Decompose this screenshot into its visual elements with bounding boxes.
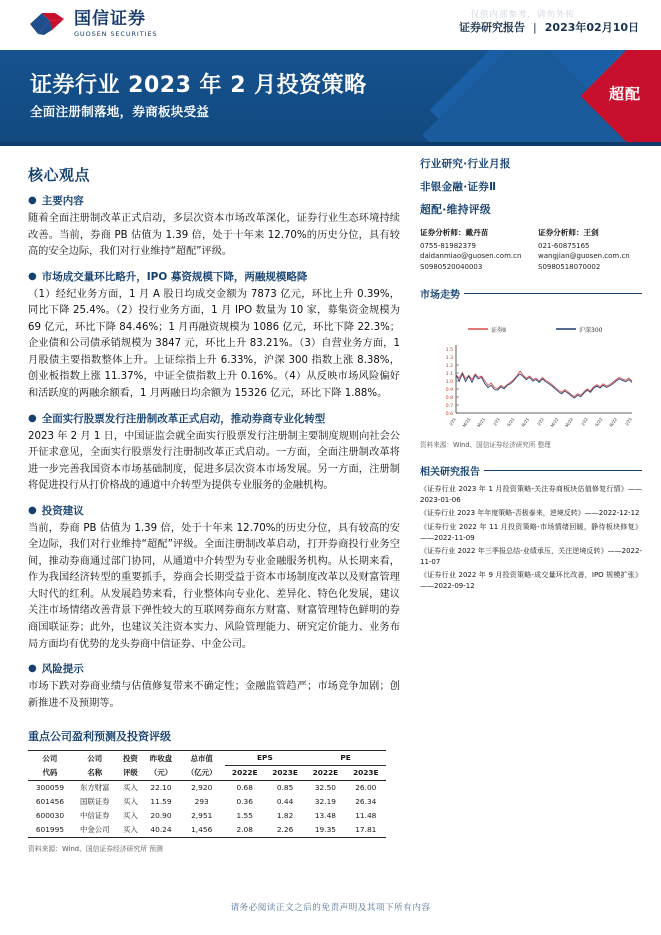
heading-rule — [484, 470, 642, 471]
cell-code: 601456 — [35, 797, 65, 807]
brand-logo — [28, 10, 157, 38]
svg-text:J/22: J/22 — [580, 416, 589, 427]
th-rating-1: 投资 — [122, 753, 138, 763]
disclaimer-text: 请务必阅读正文之后的免责声明及其项下所有内容 — [230, 903, 431, 913]
banner-bottom-rule — [0, 142, 661, 146]
analyst-phone: 021-60875165 — [538, 241, 590, 250]
svg-text:沪深300: 沪深300 — [579, 327, 603, 334]
report-date: 2023年02月10日 — [544, 21, 639, 34]
watermark-notice: 仅供内部参考，请勿外传 — [470, 10, 575, 20]
cell-code: 601995 — [28, 823, 72, 838]
section-heading-label: 主要内容 — [41, 195, 84, 207]
core-viewpoints-heading: 核心观点 — [28, 166, 91, 184]
related-reports-list — [420, 484, 642, 592]
svg-text:M/22: M/22 — [564, 416, 575, 429]
cell-pe-2023e: 26.00 — [355, 783, 377, 793]
cell-name: 中金公司 — [72, 823, 118, 838]
analyst-license-code: S0980520040003 — [420, 262, 483, 271]
svg-text:0.9: 0.9 — [445, 388, 453, 393]
rating-badge: 超配 — [608, 85, 641, 103]
earnings-table-title: 重点公司盈利预测及投资评级 — [28, 730, 171, 744]
analyst-license-code: S0980518070002 — [538, 262, 601, 271]
table-row — [28, 823, 386, 838]
research-sector: 非银金融·证券Ⅱ — [420, 181, 497, 193]
earnings-forecast-table — [28, 750, 386, 838]
cell-code: 300059 — [35, 783, 65, 793]
related-reports-label: 相关研究报告 — [420, 467, 480, 478]
bullet-dot-icon: ● — [28, 412, 37, 424]
cell-eps-2022e: 1.55 — [236, 811, 253, 821]
market-trend-label: 市场走势 — [420, 290, 460, 301]
cell-close: 20.90 — [150, 811, 172, 821]
svg-text:J/23: J/23 — [624, 416, 633, 427]
svg-text:1.0: 1.0 — [445, 380, 453, 385]
right-column — [420, 156, 642, 595]
svg-text:N/22: N/22 — [608, 416, 619, 428]
cell-pe-2023e: 17.81 — [346, 823, 386, 838]
section-heading-label: 投资建议 — [41, 504, 84, 517]
th-name-1: 公司 — [87, 753, 103, 763]
svg-text:N/21: N/21 — [520, 416, 531, 428]
analyst-entry — [538, 227, 642, 272]
cell-pe-2023e: 26.34 — [355, 797, 377, 807]
cell-eps-2022e: 0.68 — [236, 783, 253, 793]
cell-mktcap: 293 — [194, 797, 209, 807]
th-code-1: 公司 — [42, 753, 58, 763]
guosen-logo-icon — [28, 10, 68, 38]
header-separator: | — [533, 20, 537, 34]
cell-pe-2023e: 11.48 — [355, 811, 377, 821]
section-heading-main-content — [28, 194, 400, 208]
svg-text:1.3: 1.3 — [445, 356, 453, 361]
svg-text:1.2: 1.2 — [445, 364, 453, 369]
section-body-registration-reform: 2023 年 2 月 1 日，中国证监会就全面实行股票发行注册制主要制度规则向社会公开征求意见，全面实行股票发行注册制改革正式启动。一方面，全面注册制改革将进一步完善我国资本市场基础制度，促进多层次资本市场发展。另一方面，注册制将促进投行从打价格战的通道中介转型为提供专业服务的金融机构。 — [28, 430, 400, 492]
analyst-name: 证券分析师：王剑 — [538, 228, 599, 237]
bullet-dot-icon: ● — [28, 270, 37, 282]
section-heading-label: 市场成交量环比略升，IPO 募资规模下降，两融规模略降 — [41, 270, 308, 283]
left-column — [28, 154, 400, 853]
svg-text:S/21: S/21 — [505, 416, 516, 428]
th-pe-2023e: 2023E — [346, 765, 386, 780]
report-type-label: 证券研究报告 — [459, 21, 526, 34]
analyst-entry — [420, 227, 524, 272]
table-row — [28, 780, 386, 795]
svg-text:0.7: 0.7 — [445, 404, 453, 409]
svg-text:1.5: 1.5 — [445, 348, 453, 353]
cell-eps-2023e: 0.85 — [276, 783, 294, 793]
cell-eps-2023e: 0.44 — [276, 797, 294, 807]
section-heading-registration-reform — [28, 412, 400, 426]
section-body-main-content: 随着全面注册制改革正式启动，多层次资本市场改革深化，证券行业生态环境持续改善。当前，券商 PB 估值为 1.39 倍，处于十年来 12.70%的历史分位，具有较高的安全边际，我们对行业维持“超配”评级。 — [28, 213, 400, 258]
svg-text:M/22: M/22 — [549, 416, 560, 429]
cell-close: 40.24 — [143, 823, 179, 838]
table-row — [28, 809, 386, 823]
research-rating: 超配·维持评级 — [420, 203, 491, 216]
analyst-name: 证券分析师：戴丹苗 — [420, 228, 489, 237]
cell-mktcap: 2,920 — [191, 783, 213, 793]
th-eps-2023e: 2023E — [265, 765, 305, 780]
svg-text:1.1: 1.1 — [445, 372, 453, 377]
cell-name: 国联证券 — [79, 797, 110, 807]
svg-text:J/21: J/21 — [448, 416, 457, 427]
page-subtitle: 全面注册制落地，券商板块受益 — [30, 104, 210, 119]
svg-text:0.8: 0.8 — [445, 396, 453, 401]
header-meta — [459, 19, 639, 35]
cell-pe-2022e: 13.48 — [314, 811, 336, 821]
heading-rule — [464, 293, 642, 294]
th-eps-2022e: 2022E — [225, 765, 265, 780]
cell-name: 中信证券 — [79, 811, 110, 821]
chart-source-note: 资料来源：Wind、国信证券经济研究所 整理 — [420, 441, 551, 449]
section-heading-investment-advice — [28, 504, 400, 518]
related-reports-heading — [420, 463, 642, 478]
page-header — [0, 0, 661, 50]
th-code-2: 代码 — [28, 765, 72, 780]
cell-eps-2023e: 2.26 — [265, 823, 305, 838]
cell-close: 22.10 — [150, 783, 172, 793]
cell-rating: 买入 — [118, 823, 144, 838]
svg-text:M/21: M/21 — [461, 416, 472, 429]
page-title: 证券行业 2023 年 2 月投资策略 — [30, 73, 367, 98]
bullet-dot-icon: ● — [28, 504, 37, 516]
bullet-dot-icon: ● — [28, 663, 37, 675]
cell-pe-2022e: 19.35 — [305, 823, 345, 838]
page-footer — [0, 901, 661, 913]
th-close-1: 昨收盘 — [149, 753, 173, 763]
bullet-dot-icon: ● — [28, 195, 37, 206]
list-item[interactable]: 《证券行业 2023 年 1 月投资策略-关注券商板块估值修复行情》——2023-01-06 — [420, 485, 642, 504]
cell-pe-2022e: 32.19 — [314, 797, 336, 807]
section-body-investment-advice: 当前，券商 PB 估值为 1.39 倍，处于十年来 12.70%的历史分位，具有较高的安全边际，我们对行业维持“超配”评级。全面注册制改革启动，打开券商投行业务空间，推动券商通过部门协同，从通道中介转型为专业金融服务机构。从长期来看，作为我国经济转型的重要抓手，券商会长期受益于资本市场制度改革以及财富管理大时代的红利。从发展趋势来看，行业整体向专业化、差异化、特色化发展，建议关注市场情绪改善背景下弹性较大的互联网券商东方财富、财富管理特色鲜明的券商国联证券；此外，也建议关注资本实力、风险管理能力、研究定价能力、业务布局方面均有优势的龙头券商中信证券、中金公司。 — [28, 522, 400, 650]
cell-rating: 买入 — [122, 797, 138, 807]
table-row — [28, 795, 386, 809]
th-group-eps: EPS — [225, 751, 306, 766]
cell-eps-2022e: 2.08 — [225, 823, 265, 838]
list-item[interactable]: 《证券行业 2023 年年度策略-否极泰来，逆境反转》——2022-12-12 — [420, 509, 640, 518]
cell-mktcap: 1,456 — [179, 823, 225, 838]
th-group-pe: PE — [305, 751, 386, 766]
logo-text-cn: 国信证券 — [74, 8, 146, 29]
research-category: 行业研究·行业月报 — [420, 158, 511, 170]
section-heading-market-turnover — [28, 270, 400, 284]
cell-eps-2023e: 1.82 — [276, 811, 294, 821]
svg-text:J/21: J/21 — [492, 416, 501, 427]
title-banner — [0, 50, 661, 142]
cell-rating: 买入 — [122, 811, 138, 821]
list-item[interactable]: 《证券行业 2022 年 9 月投资策略-成交量环比改善，IPO 规模扩张》——2022-09-12 — [420, 571, 642, 590]
svg-text:0.6: 0.6 — [445, 412, 453, 417]
svg-text:S/22: S/22 — [593, 416, 604, 428]
logo-text-en: GUOSEN SECURITIES — [74, 29, 158, 38]
analyst-phone: 0755-81982379 — [420, 241, 476, 250]
list-item[interactable]: 《证券行业 2022 年 11 月投资策略-市场情绪回暖，静待板块修复》——2022-11-09 — [420, 522, 642, 542]
th-name-2: 名称 — [72, 765, 118, 780]
analyst-email[interactable]: daidanmiao@guosen.com.cn — [420, 252, 522, 260]
svg-text:J/22: J/22 — [536, 416, 545, 427]
th-mktcap-1: 总市值 — [190, 753, 213, 763]
section-heading-label: 全面实行股票发行注册制改革正式启动，推动券商专业化转型 — [41, 412, 326, 425]
cell-pe-2022e: 32.50 — [314, 783, 336, 793]
svg-text:M/21: M/21 — [476, 416, 487, 429]
list-item[interactable]: 《证券行业 2022 年三季报总结-业绩承压，关注逆境反转》——2022-11-07 — [420, 547, 642, 566]
analyst-block — [420, 227, 642, 272]
svg-text:证券Ⅱ: 证券Ⅱ — [491, 327, 506, 334]
analyst-email[interactable]: wangjian@guosen.com.cn — [538, 252, 630, 260]
market-trend-heading — [420, 286, 642, 301]
cell-mktcap: 2,951 — [191, 811, 213, 821]
cell-rating: 买入 — [122, 783, 138, 793]
section-heading-risk-warning — [28, 662, 400, 676]
section-body-risk-warning: 市场下跌对券商业绩与估值修复带来不确定性；金融监管趋严；市场竞争加剧；创新推进不及预期等。 — [28, 681, 400, 709]
cell-code: 600030 — [35, 811, 65, 821]
th-close-2: （元） — [143, 765, 179, 780]
th-mktcap-2: （亿元） — [179, 765, 225, 780]
th-rating-2: 评级 — [118, 765, 144, 780]
earnings-table-source: 资料来源：Wind、国信证券经济研究所 预测 — [28, 844, 163, 853]
market-trend-chart — [420, 309, 642, 437]
cell-name: 东方财富 — [79, 783, 110, 793]
cell-close: 11.59 — [150, 797, 172, 807]
section-body-market-turnover: （1）经纪业务方面，1 月 A 股日均成交金额为 7873 亿元，环比上升 0.39%，同比下降 25.4%。（2）投行业务方面，1 月 IPO 数量为 10 家，募集资金规模为 69 亿元，环比下降 84.46%；1 月再融资规模为 1086 亿元，环比下降 22.3%；企业债和公司债承销规模为 3847 元，环比上升 83.21%。（3）自营业务方面，1 月股债主要指数整体上升。上证综指上升 6.33%，沪深 300 指数上涨 8.38%，创业板指数上涨 11.37%，中证全债指数上升 0.16%。（4）从反映市场风险偏好和活跃度的两融余额看，1 月两融日均余额为 15326 亿元，环比下降 1.88%。 — [28, 288, 400, 399]
section-heading-label: 风险提示 — [41, 663, 84, 676]
th-pe-2022e: 2022E — [305, 765, 345, 780]
cell-eps-2022e: 0.36 — [236, 797, 253, 807]
